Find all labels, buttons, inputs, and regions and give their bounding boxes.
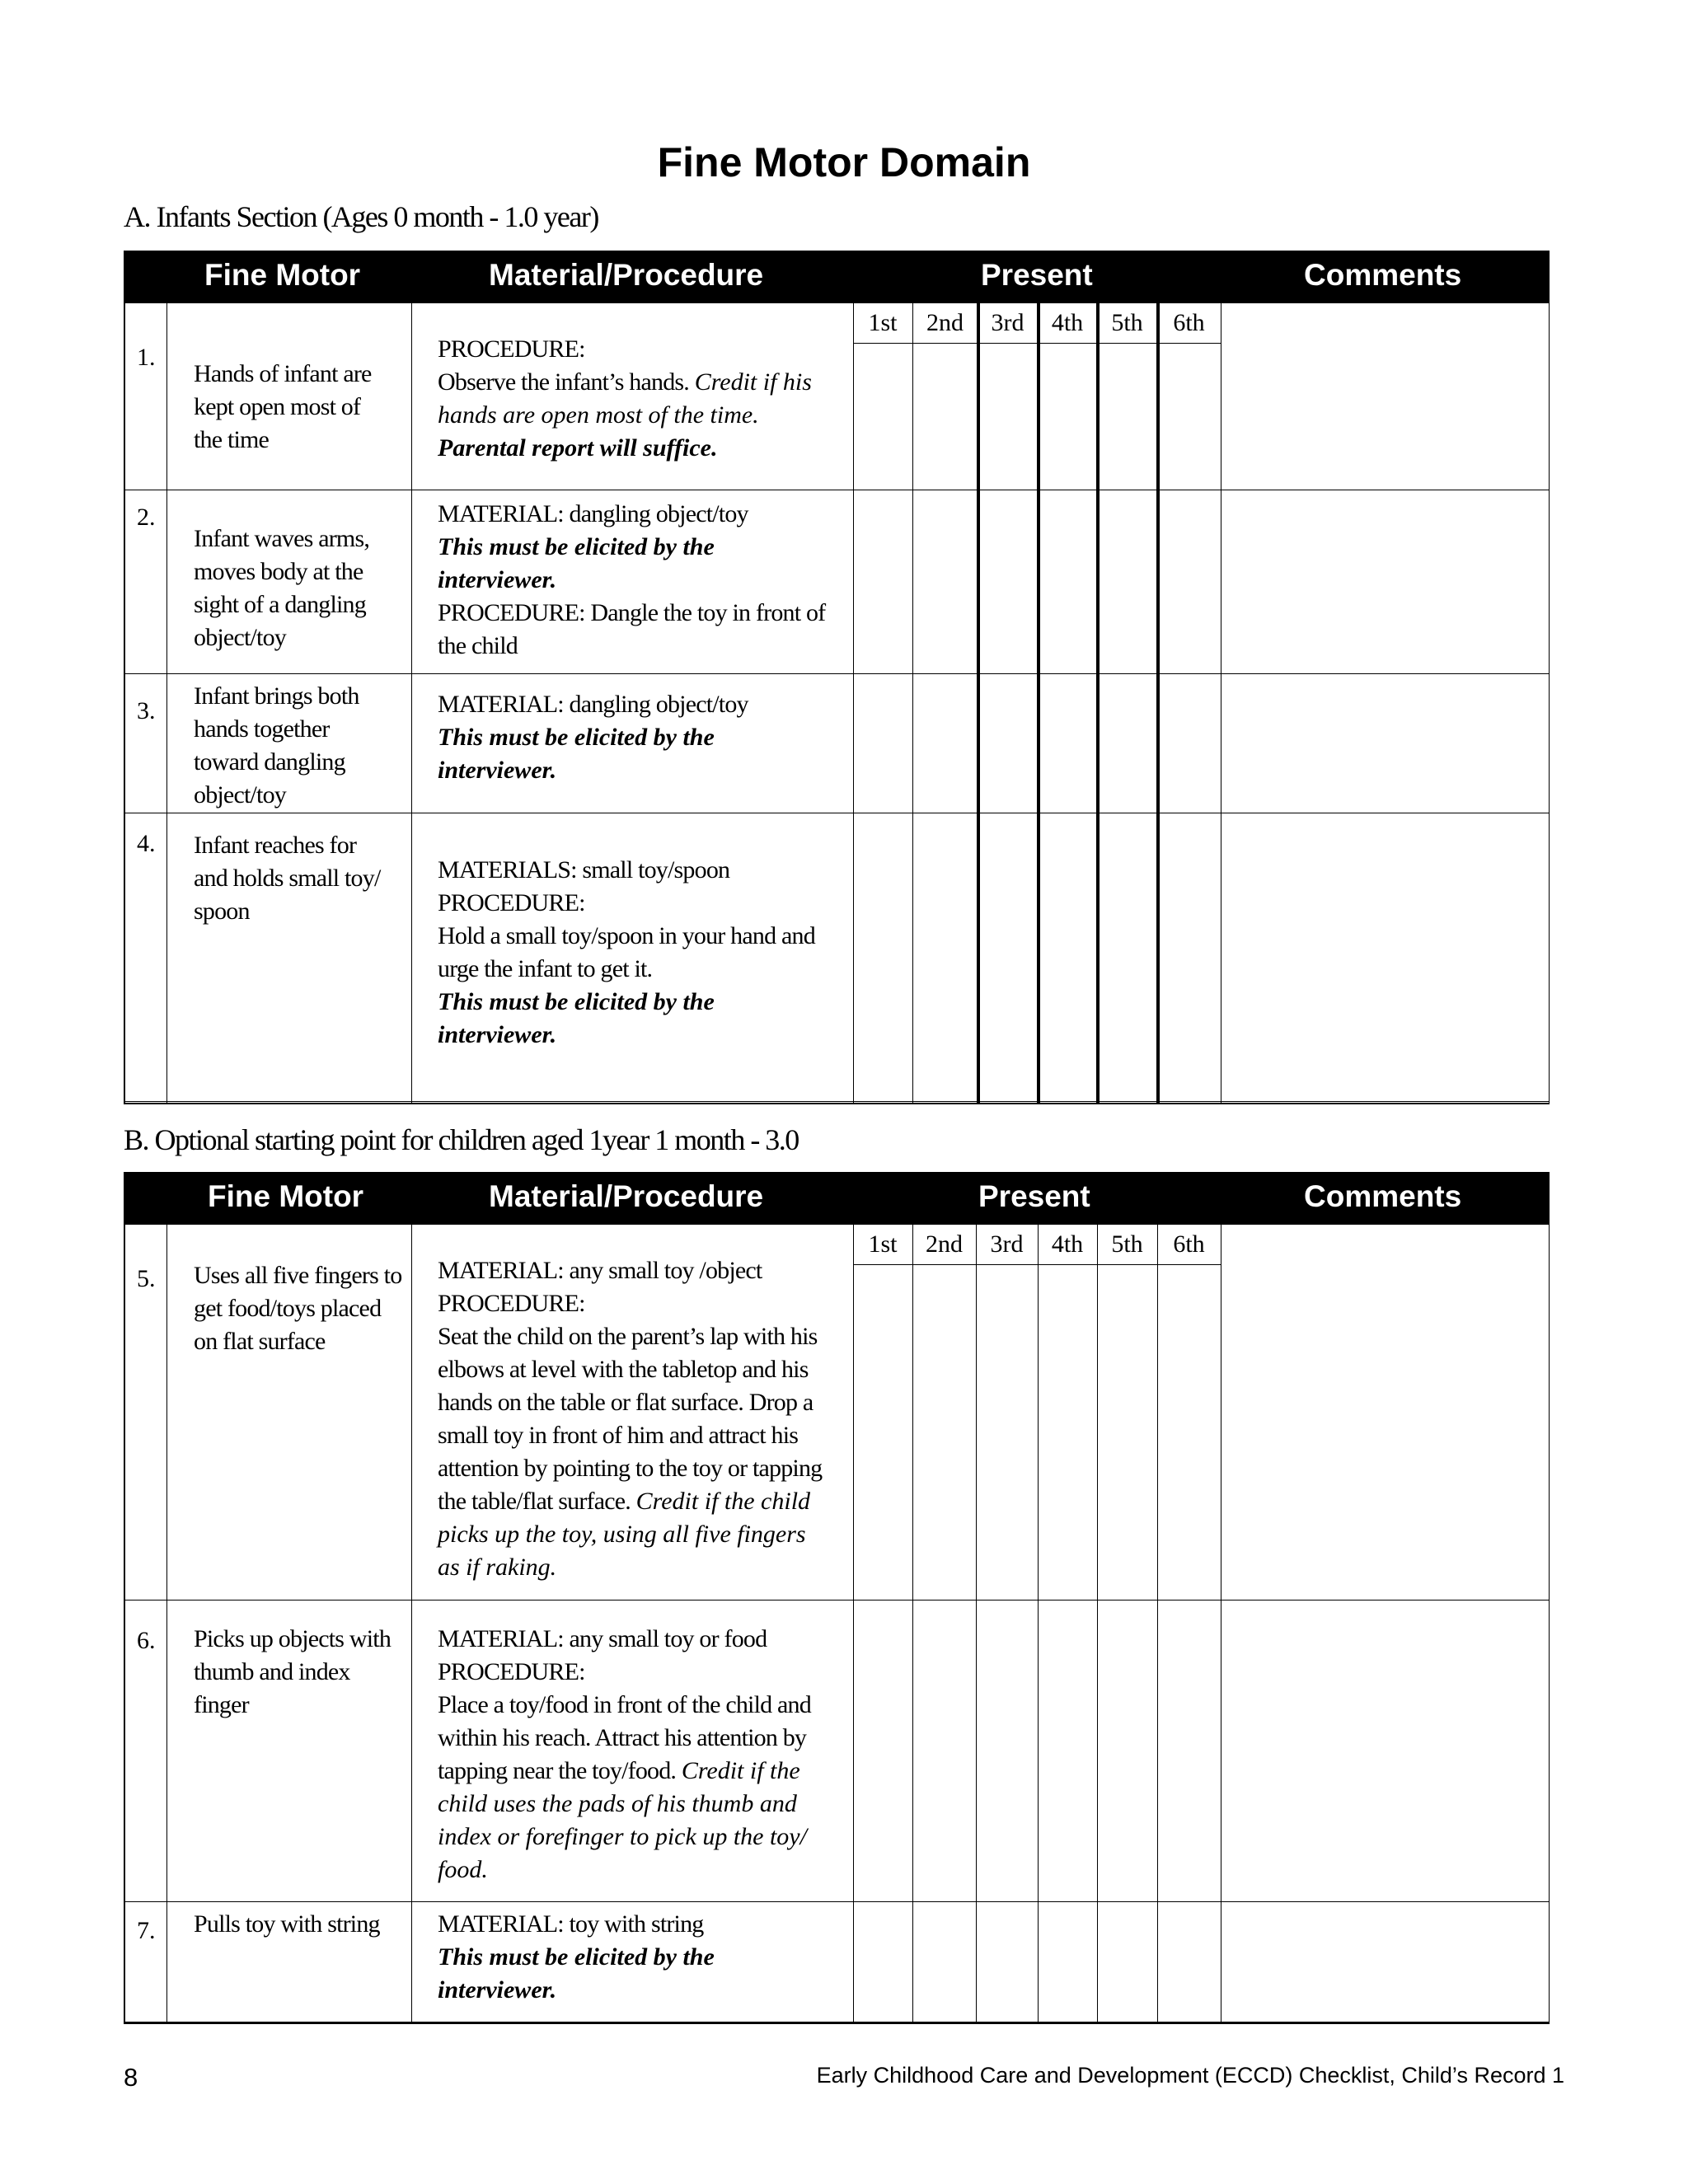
present-subcolumn-divider (912, 1225, 913, 2022)
procedure-emphasis: interviewer. (438, 757, 557, 784)
header-comments: Comments (1304, 1179, 1462, 1213)
procedure-segment: PROCEDURE: Dangle the toy in front of (438, 599, 826, 626)
procedure-segment: hands on the table or flat surface. Drop a (438, 1389, 814, 1416)
table-header (124, 251, 1550, 303)
header-fine-motor: Fine Motor (208, 1179, 364, 1213)
column-divider (411, 1225, 412, 2022)
procedure-line (438, 1941, 715, 1974)
item-line: finger (194, 1691, 249, 1718)
item-line: Uses all five fingers to (194, 1262, 402, 1289)
present-check-6th-cell[interactable] (1157, 673, 1221, 813)
comments-cell[interactable] (1221, 1901, 1549, 2022)
present-column-label: 3rd (991, 309, 1025, 336)
procedure-emphasis: This must be elicited by the (438, 533, 715, 560)
present-check-6th-cell[interactable] (1157, 1901, 1221, 2022)
present-check-1st-cell[interactable] (853, 1600, 912, 1901)
procedure-segment: Hold a small toy/spoon in your hand and (438, 922, 815, 949)
present-subcolumn-divider (912, 303, 913, 1103)
procedure-italic: picks up the toy, using all five fingers (438, 1521, 806, 1548)
procedure-line (438, 1452, 822, 1485)
item-description (194, 358, 372, 457)
procedure-line (438, 1485, 822, 1518)
procedure-segment: Place a toy/food in front of the child and (438, 1691, 811, 1718)
present-column-label: 4th (1051, 309, 1084, 336)
procedure-line (438, 1755, 811, 1788)
present-check-4th-cell[interactable] (1038, 490, 1097, 673)
procedure-italic: child uses the pads of his thumb and (438, 1790, 797, 1817)
present-check-1st-cell[interactable] (853, 813, 912, 1101)
section-b-table (124, 1172, 1550, 2024)
procedure-text (438, 1908, 715, 2007)
procedure-line (438, 531, 825, 564)
item-line: Picks up objects with (194, 1625, 392, 1652)
present-column-label: 2nd (926, 1230, 963, 1258)
procedure-line (438, 1518, 822, 1551)
procedure-line (438, 854, 815, 887)
present-subcolumn-divider (1037, 303, 1040, 1103)
header-comments: Comments (1304, 258, 1462, 292)
table-header (124, 1172, 1550, 1225)
present-check-1st-cell[interactable] (853, 343, 912, 490)
footer-page-number: 8 (124, 2063, 138, 2092)
present-check-6th-cell[interactable] (1157, 1600, 1221, 1901)
procedure-segment: MATERIAL: dangling object/toy (438, 500, 748, 527)
procedure-line (438, 564, 825, 597)
item-number: 3. (137, 697, 156, 724)
present-check-6th-cell[interactable] (1157, 1264, 1221, 1600)
present-column-label: 4th (1051, 1230, 1084, 1258)
table-row (125, 813, 1549, 1102)
procedure-line (438, 688, 748, 721)
present-check-5th-cell[interactable] (1097, 1901, 1157, 2022)
item-line: Hands of infant are (194, 360, 372, 387)
present-check-2nd-cell[interactable] (912, 673, 978, 813)
footer-text: Early Childhood Care and Development (ECCD) Checklist, Child’s Record 1 (816, 2063, 1564, 2088)
item-line: thumb and index (194, 1658, 350, 1685)
present-check-5th-cell[interactable] (1097, 1264, 1157, 1600)
procedure-line (438, 630, 825, 663)
present-subcolumn-divider (1156, 303, 1160, 1103)
item-description (194, 829, 381, 928)
item-description (194, 1623, 391, 1722)
present-check-1st-cell[interactable] (853, 1264, 912, 1600)
table-body (124, 303, 1550, 1104)
header-fine-motor: Fine Motor (204, 258, 361, 292)
table-row (125, 1225, 1549, 1601)
procedure-line (438, 1551, 822, 1584)
present-check-5th-cell[interactable] (1097, 343, 1157, 490)
present-check-3rd-cell[interactable] (976, 1600, 1038, 1901)
procedure-line (438, 1689, 811, 1722)
item-number: 6. (137, 1627, 156, 1654)
header-present: Present (978, 1179, 1090, 1213)
procedure-segment: MATERIAL: toy with string (438, 1910, 704, 1938)
comments-cell[interactable] (1221, 673, 1549, 813)
procedure-line (438, 1722, 811, 1755)
procedure-line (438, 754, 748, 787)
procedure-line (438, 1419, 822, 1452)
present-column-label: 3rd (990, 1230, 1024, 1258)
procedure-italic: Credit if the child (635, 1488, 811, 1515)
procedure-line (438, 366, 812, 399)
page-title: Fine Motor Domain (657, 139, 1031, 185)
column-divider (853, 1225, 854, 2022)
present-check-4th-cell[interactable] (1038, 1600, 1097, 1901)
present-check-4th-cell[interactable] (1038, 673, 1097, 813)
present-check-4th-cell[interactable] (1038, 343, 1097, 490)
item-description (194, 1259, 401, 1358)
item-number: 7. (137, 1917, 156, 1944)
procedure-segment: MATERIAL: dangling object/toy (438, 691, 748, 718)
item-description (194, 1908, 380, 1941)
procedure-italic: Credit if the (681, 1757, 800, 1784)
procedure-segment: urge the infant to get it. (438, 955, 653, 982)
item-description (194, 523, 369, 654)
column-divider (166, 1225, 167, 2022)
header-material-procedure: Material/Procedure (489, 1179, 764, 1213)
item-line: Infant brings both (194, 682, 359, 710)
item-line: on flat surface (194, 1328, 326, 1355)
procedure-segment: within his reach. Attract his attention by (438, 1724, 807, 1751)
comments-cell[interactable] (1221, 813, 1549, 1101)
procedure-emphasis: Parental report will suffice. (438, 434, 718, 462)
procedure-line (438, 1386, 822, 1419)
item-line: and holds small toy/ (194, 865, 381, 892)
item-line: sight of a dangling (194, 591, 366, 618)
present-subcolumn-divider (977, 303, 980, 1103)
procedure-line (438, 1854, 811, 1886)
item-line: Infant waves arms, (194, 525, 370, 552)
item-line: spoon (194, 898, 250, 925)
present-subcolumn-divider (1097, 1225, 1098, 2022)
present-column-label: 1st (868, 1230, 898, 1258)
item-number: 2. (137, 504, 156, 531)
present-check-6th-cell[interactable] (1157, 343, 1221, 490)
procedure-line (438, 333, 812, 366)
present-label-underline (853, 1264, 1221, 1265)
present-check-5th-cell[interactable] (1097, 813, 1157, 1101)
procedure-text (438, 498, 825, 663)
comments-cell[interactable] (1221, 303, 1549, 490)
procedure-segment: PROCEDURE: (438, 1290, 585, 1317)
procedure-italic: food. (438, 1856, 488, 1883)
item-line: object/toy (194, 781, 286, 808)
present-check-4th-cell[interactable] (1038, 1264, 1097, 1600)
present-check-1st-cell[interactable] (853, 1901, 912, 2022)
header-present: Present (981, 258, 1093, 292)
procedure-emphasis: This must be elicited by the (438, 724, 715, 751)
present-check-2nd-cell[interactable] (912, 490, 978, 673)
present-check-3rd-cell[interactable] (978, 490, 1038, 673)
present-check-3rd-cell[interactable] (978, 673, 1038, 813)
procedure-emphasis: interviewer. (438, 1021, 557, 1048)
present-subcolumn-divider (1096, 303, 1100, 1103)
present-column-label: 2nd (926, 309, 964, 336)
present-check-3rd-cell[interactable] (976, 1901, 1038, 2022)
table-body (124, 1225, 1550, 2024)
item-number: 4. (137, 830, 156, 857)
present-subcolumn-divider (976, 1225, 977, 2022)
procedure-line (438, 1353, 822, 1386)
procedure-line (438, 399, 812, 432)
present-subcolumn-divider (1038, 1225, 1039, 2022)
item-line: object/toy (194, 624, 286, 651)
item-line: hands together (194, 715, 330, 743)
item-line: get food/toys placed (194, 1295, 382, 1322)
present-column-label: 5th (1111, 309, 1143, 336)
procedure-text (438, 333, 812, 465)
procedure-text (438, 1254, 822, 1584)
procedure-line (438, 432, 812, 465)
procedure-line (438, 1656, 811, 1689)
procedure-line (438, 1254, 822, 1287)
procedure-emphasis: interviewer. (438, 566, 557, 593)
item-line: toward dangling (194, 748, 345, 776)
procedure-segment: Seat the child on the parent’s lap with his (438, 1323, 818, 1350)
procedure-segment: Observe the infant’s hands. (438, 368, 695, 396)
present-subcolumn-divider (1157, 1225, 1158, 2022)
procedure-segment: PROCEDURE: (438, 1658, 585, 1685)
procedure-line (438, 1019, 815, 1052)
procedure-line (438, 1320, 822, 1353)
procedure-segment: attention by pointing to the toy or tapping (438, 1455, 823, 1482)
procedure-line (438, 597, 825, 630)
procedure-line (438, 1974, 715, 2007)
procedure-emphasis: This must be elicited by the (438, 1943, 715, 1971)
present-check-3rd-cell[interactable] (978, 343, 1038, 490)
table-row (125, 303, 1549, 490)
procedure-segment: tapping near the toy/food. (438, 1757, 682, 1784)
present-check-1st-cell[interactable] (853, 490, 912, 673)
procedure-segment: MATERIALS: small toy/spoon (438, 856, 730, 883)
procedure-segment: PROCEDURE: (438, 889, 585, 916)
procedure-line (438, 1908, 715, 1941)
item-line: moves body at the (194, 558, 363, 585)
procedure-line (438, 1287, 822, 1320)
item-number: 1. (137, 344, 156, 371)
item-line: the time (194, 426, 270, 453)
present-column-label: 6th (1173, 1230, 1205, 1258)
present-check-2nd-cell[interactable] (912, 813, 978, 1101)
present-column-label: 1st (868, 309, 898, 336)
procedure-line (438, 920, 815, 953)
procedure-text (438, 688, 748, 787)
present-check-3rd-cell[interactable] (978, 813, 1038, 1101)
item-line: Pulls toy with string (194, 1910, 380, 1938)
present-check-6th-cell[interactable] (1157, 490, 1221, 673)
procedure-line (438, 953, 815, 986)
procedure-segment: the table/flat surface. (438, 1488, 636, 1515)
column-divider (853, 303, 854, 1103)
comments-cell[interactable] (1221, 1600, 1549, 1901)
present-check-5th-cell[interactable] (1097, 673, 1157, 813)
present-check-5th-cell[interactable] (1097, 490, 1157, 673)
present-check-3rd-cell[interactable] (976, 1264, 1038, 1600)
present-check-4th-cell[interactable] (1038, 813, 1097, 1101)
table-row (125, 490, 1549, 674)
section-a-table (124, 251, 1550, 1104)
procedure-line (438, 721, 748, 754)
procedure-line (438, 498, 825, 531)
present-check-4th-cell[interactable] (1038, 1901, 1097, 2022)
present-check-1st-cell[interactable] (853, 673, 912, 813)
comments-cell[interactable] (1221, 1225, 1549, 1600)
column-divider (166, 303, 167, 1103)
item-line: kept open most of (194, 393, 361, 420)
section-b-label: B. Optional starting point for children aged 1year 1 month - 3.0 (124, 1123, 799, 1156)
procedure-segment: PROCEDURE: (438, 335, 585, 363)
procedure-text (438, 1623, 811, 1886)
procedure-line (438, 1821, 811, 1854)
procedure-line (438, 1788, 811, 1821)
procedure-line (438, 1623, 811, 1656)
section-a-label: A. Infants Section (Ages 0 month - 1.0 year) (124, 200, 598, 233)
present-label-underline (853, 343, 1221, 344)
procedure-segment: MATERIAL: any small toy or food (438, 1625, 767, 1652)
procedure-italic: as if raking. (438, 1554, 557, 1581)
procedure-segment: MATERIAL: any small toy /object (438, 1257, 762, 1284)
procedure-emphasis: interviewer. (438, 1976, 557, 2004)
present-check-2nd-cell[interactable] (912, 1264, 976, 1600)
item-description (194, 680, 359, 812)
procedure-emphasis: This must be elicited by the (438, 988, 715, 1015)
present-check-2nd-cell[interactable] (912, 343, 978, 490)
procedure-segment: elbows at level with the tabletop and his (438, 1356, 809, 1383)
procedure-text (438, 854, 815, 1052)
procedure-italic: Credit if his (694, 368, 812, 396)
column-divider (411, 303, 412, 1103)
present-column-label: 6th (1173, 309, 1205, 336)
present-check-2nd-cell[interactable] (912, 1901, 976, 2022)
procedure-line (438, 986, 815, 1019)
procedure-segment: the child (438, 632, 518, 659)
procedure-italic: hands are open most of the time. (438, 401, 759, 429)
present-check-6th-cell[interactable] (1157, 813, 1221, 1101)
item-line: Infant reaches for (194, 832, 357, 859)
table-row (125, 673, 1549, 813)
present-check-2nd-cell[interactable] (912, 1600, 976, 1901)
present-column-label: 5th (1111, 1230, 1143, 1258)
comments-cell[interactable] (1221, 490, 1549, 673)
table-row (125, 1901, 1549, 2022)
table-row (125, 1600, 1549, 1902)
procedure-line (438, 887, 815, 920)
header-material-procedure: Material/Procedure (489, 258, 764, 292)
procedure-segment: small toy in front of him and attract his (438, 1422, 799, 1449)
item-number: 5. (137, 1265, 156, 1292)
procedure-italic: index or forefinger to pick up the toy/ (438, 1823, 807, 1850)
present-check-5th-cell[interactable] (1097, 1600, 1157, 1901)
